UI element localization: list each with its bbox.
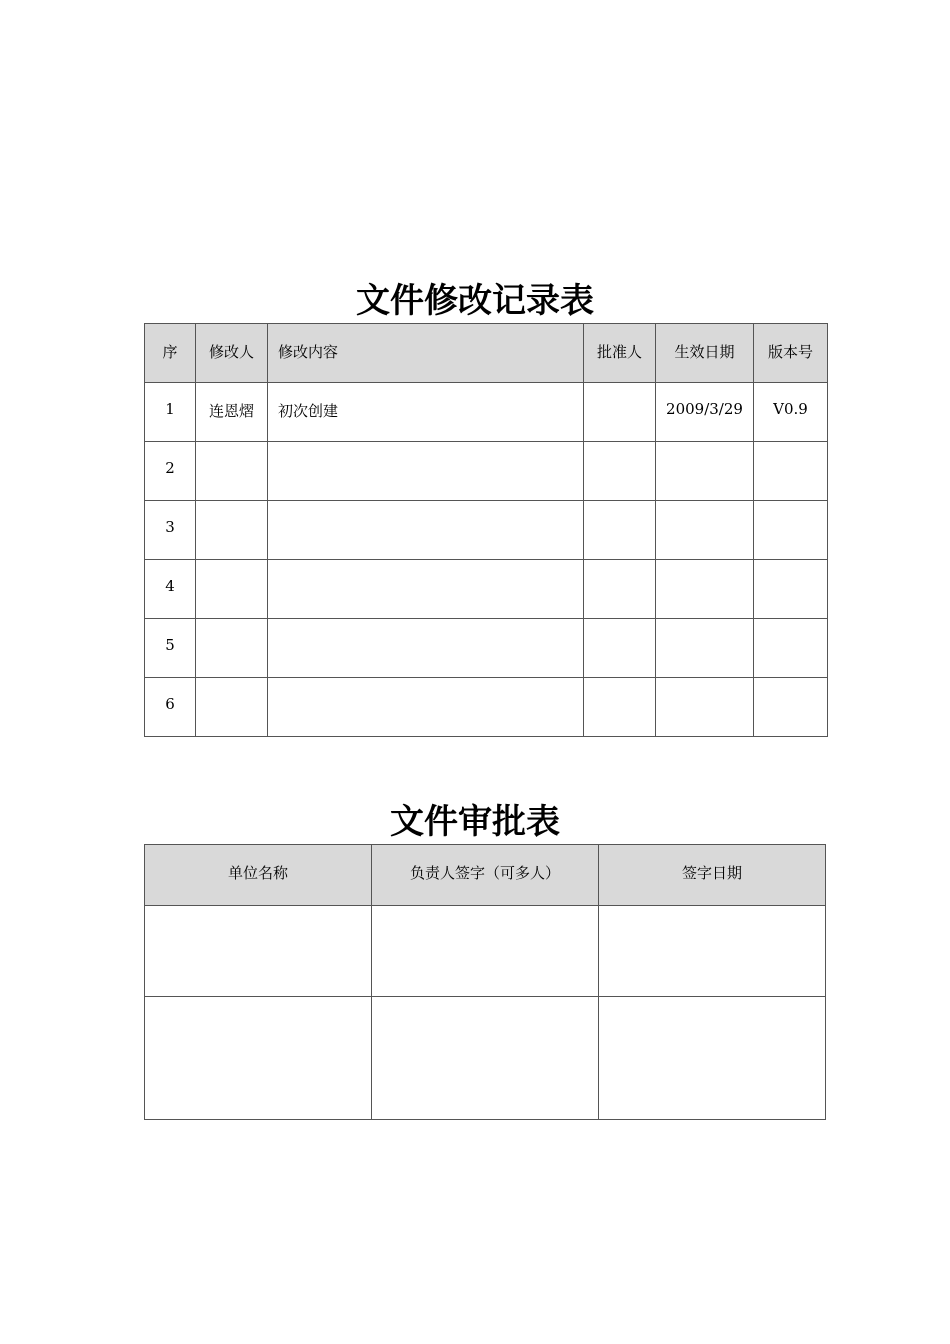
header-seq: 序	[145, 324, 196, 383]
revision-record-title: 文件修改记录表	[356, 281, 594, 321]
cell-content	[268, 442, 584, 501]
cell-seq: 4	[145, 560, 196, 619]
cell-version	[754, 619, 828, 678]
cell-unit-name	[145, 906, 372, 997]
approval-title: 文件审批表	[390, 802, 560, 842]
cell-author	[196, 619, 268, 678]
cell-approver	[584, 501, 656, 560]
cell-signer	[372, 906, 599, 997]
cell-unit-name	[145, 997, 372, 1120]
table-row	[145, 383, 828, 442]
header-sign-date: 签字日期	[599, 845, 826, 906]
cell-seq: 1	[145, 383, 196, 442]
cell-content	[268, 678, 584, 737]
cell-version	[754, 560, 828, 619]
header-approver: 批准人	[584, 324, 656, 383]
table-header-row	[145, 845, 826, 906]
header-content: 修改内容	[268, 324, 584, 383]
header-author: 修改人	[196, 324, 268, 383]
cell-effective-date	[656, 560, 754, 619]
cell-content	[268, 619, 584, 678]
cell-approver	[584, 383, 656, 442]
cell-approver	[584, 442, 656, 501]
cell-seq: 3	[145, 501, 196, 560]
table-row	[145, 997, 826, 1120]
revision-record-table	[144, 323, 828, 737]
cell-sign-date	[599, 997, 826, 1120]
cell-effective-date	[656, 442, 754, 501]
table-row	[145, 678, 828, 737]
cell-effective-date	[656, 678, 754, 737]
table-row	[145, 619, 828, 678]
cell-seq: 2	[145, 442, 196, 501]
cell-content	[268, 501, 584, 560]
cell-content	[268, 560, 584, 619]
cell-author	[196, 678, 268, 737]
cell-author	[196, 560, 268, 619]
cell-sign-date	[599, 906, 826, 997]
cell-version	[754, 442, 828, 501]
header-unit-name: 单位名称	[145, 845, 372, 906]
cell-content: 初次创建	[268, 383, 584, 442]
cell-version	[754, 678, 828, 737]
cell-version: V0.9	[754, 383, 828, 442]
cell-approver	[584, 560, 656, 619]
cell-effective-date: 2009/3/29	[656, 383, 754, 442]
cell-effective-date	[656, 501, 754, 560]
header-effective-date: 生效日期	[656, 324, 754, 383]
header-version: 版本号	[754, 324, 828, 383]
header-signer: 负责人签字（可多人）	[372, 845, 599, 906]
cell-effective-date	[656, 619, 754, 678]
cell-seq: 5	[145, 619, 196, 678]
table-row	[145, 906, 826, 997]
cell-approver	[584, 619, 656, 678]
cell-author: 连恩熠	[196, 383, 268, 442]
table-row	[145, 560, 828, 619]
table-row	[145, 442, 828, 501]
cell-author	[196, 501, 268, 560]
cell-version	[754, 501, 828, 560]
cell-approver	[584, 678, 656, 737]
table-row	[145, 501, 828, 560]
cell-signer	[372, 997, 599, 1120]
cell-author	[196, 442, 268, 501]
cell-seq: 6	[145, 678, 196, 737]
approval-table	[144, 844, 826, 1120]
table-header-row	[145, 324, 828, 383]
